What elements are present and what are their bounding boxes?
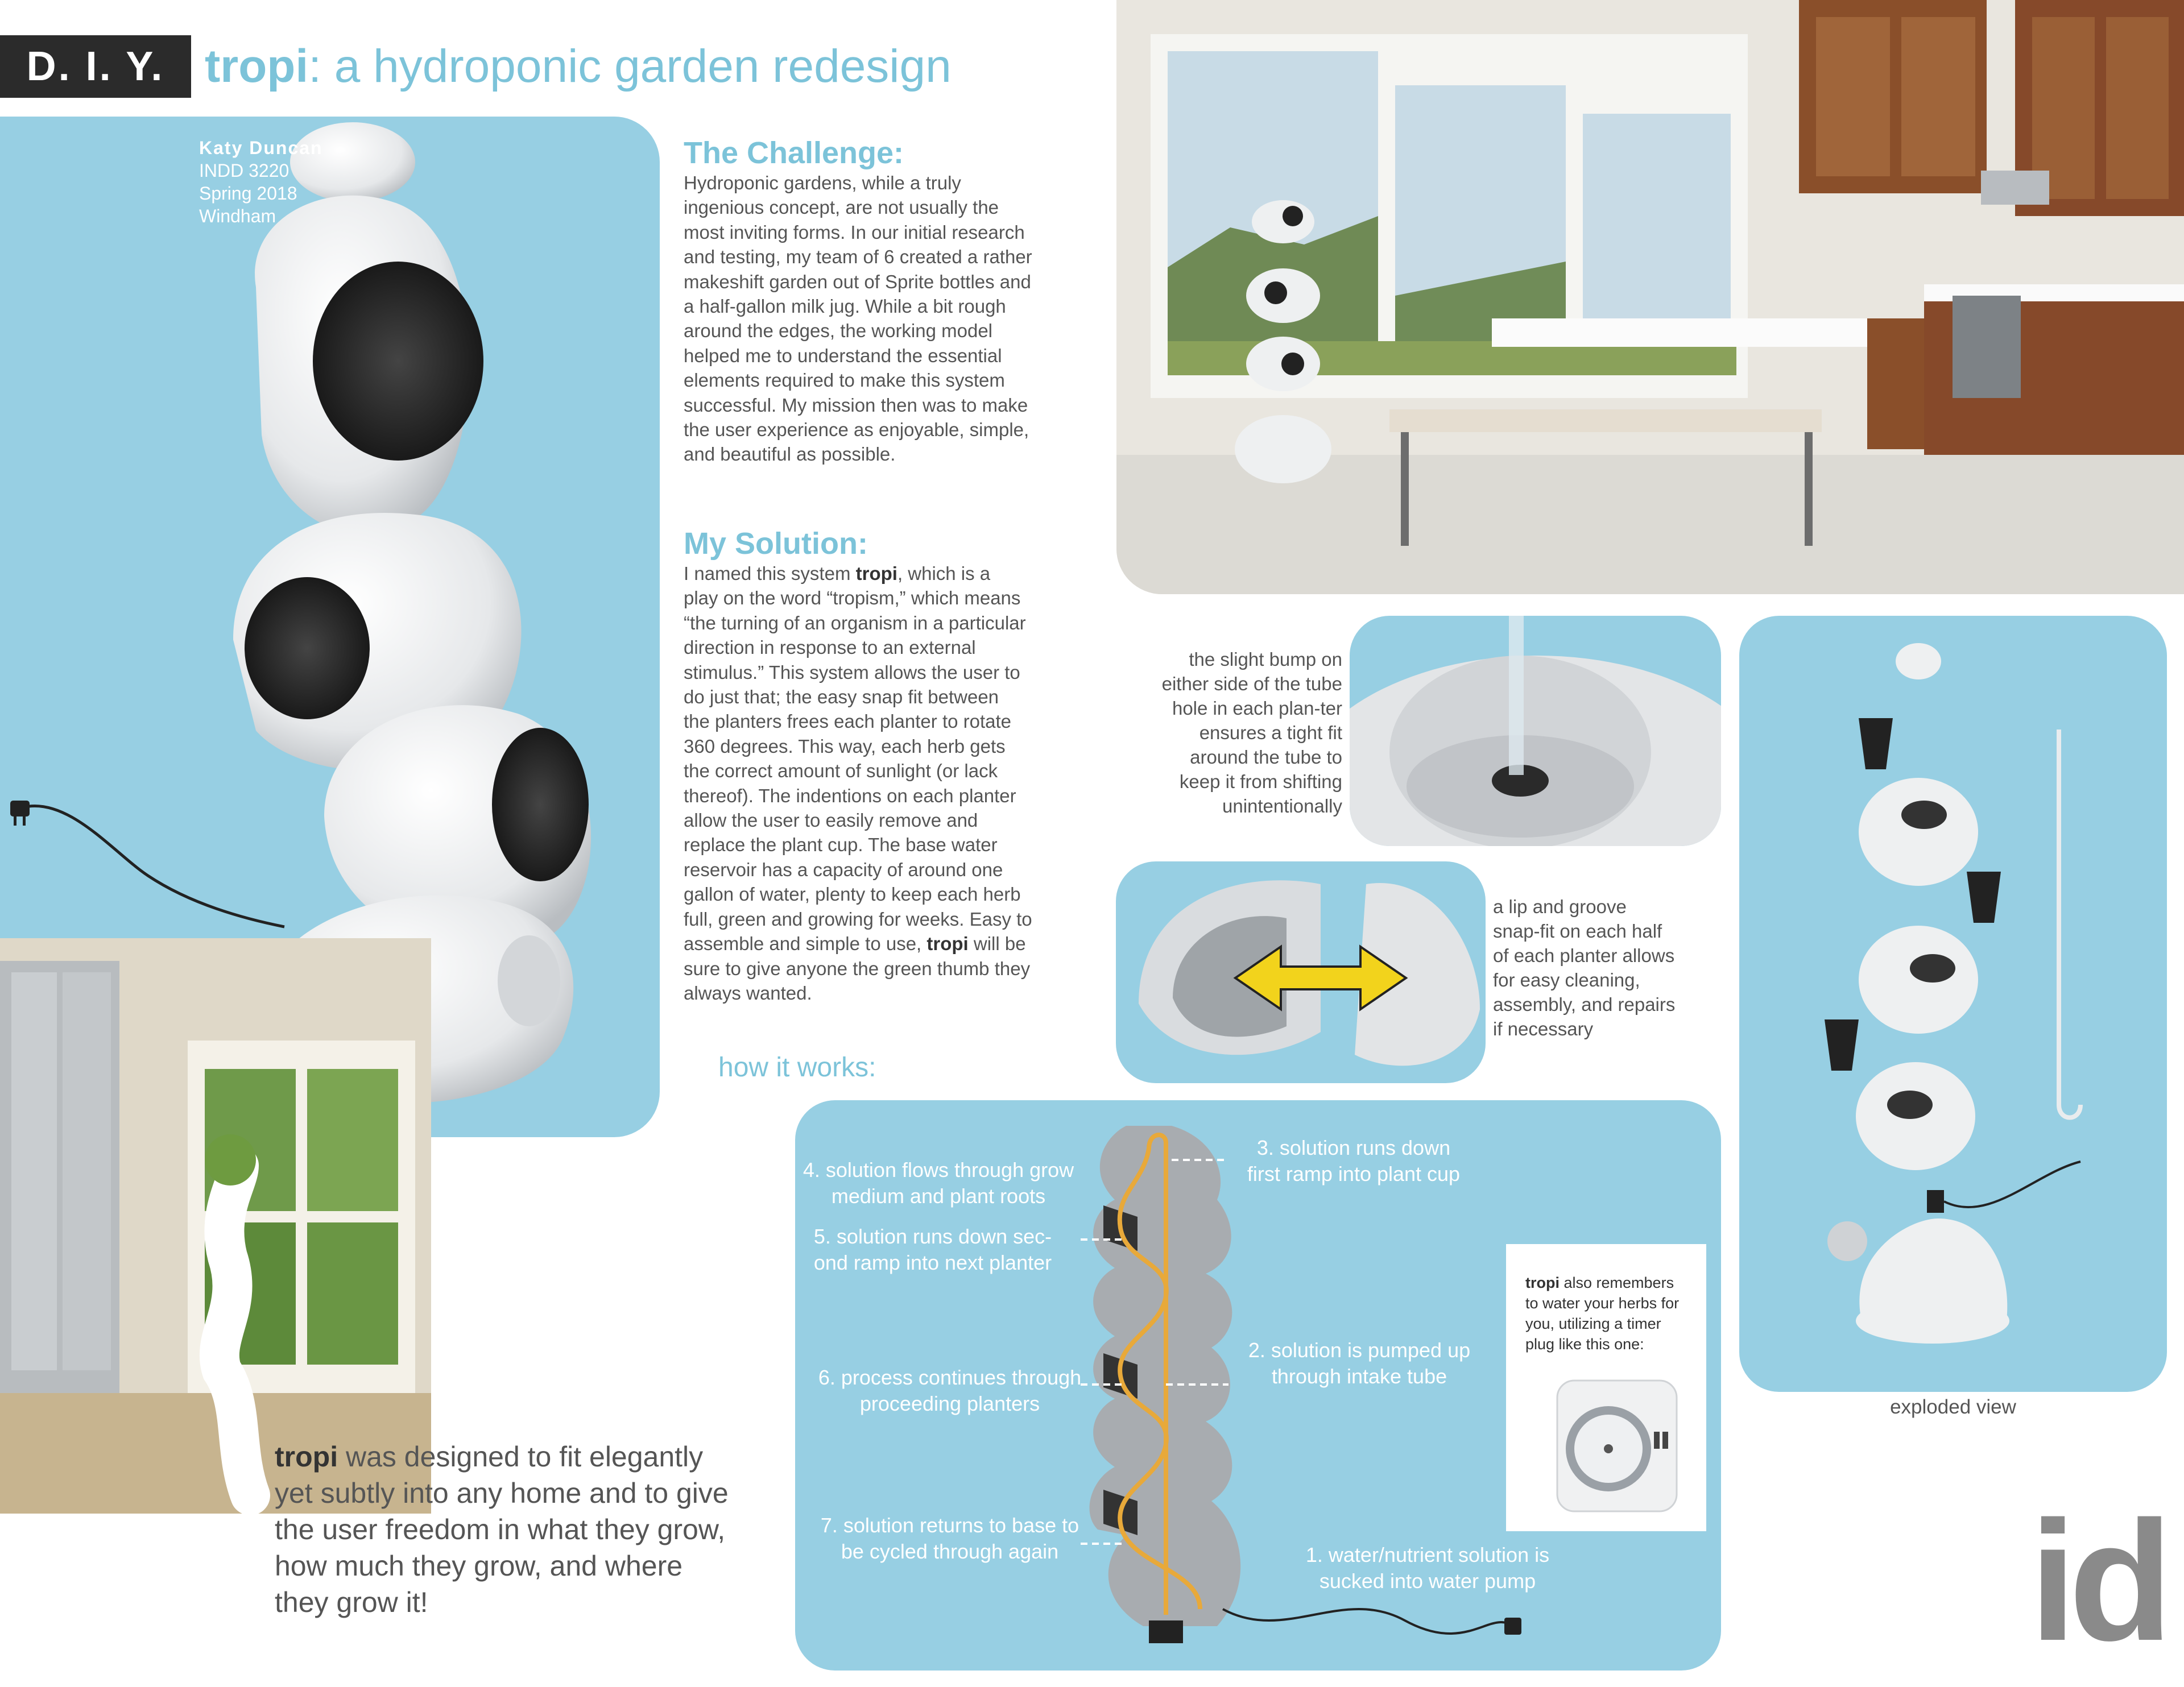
solution-line: the correct amount of sunlight (or lack (684, 760, 998, 782)
tagline-line-3: the user freedom in what they grow, (275, 1514, 726, 1545)
step-7 (802, 1512, 1098, 1565)
solution-line: stimulus.” This system allows the user to (684, 661, 1020, 683)
bump-detail-image (1350, 616, 1721, 846)
solution-line: play on the word “tropism,” which means (684, 587, 1021, 609)
solution-product: tropi (855, 563, 897, 584)
solution-text: assemble and simple to use, (684, 933, 927, 955)
exploded-view-caption: exploded view (1890, 1396, 2016, 1418)
timer-note-line: to water your herbs for (1525, 1295, 1680, 1312)
step-4 (791, 1157, 1086, 1209)
tagline-line-4: how much they grow, and where (275, 1550, 683, 1582)
tagline-line-5: they grow it! (275, 1586, 428, 1618)
header-badge-text: D. I. Y. (26, 44, 165, 89)
step-leader-lines (1081, 1154, 1251, 1552)
solution-text: , which is a (897, 563, 991, 584)
solution-heading: My Solution: (684, 527, 868, 561)
solution-product: tropi (926, 933, 969, 955)
challenge-line: Hydroponic gardens, while a truly (684, 172, 961, 193)
bump-line: keep it from shifting (1179, 771, 1342, 792)
kitchen-photo (1116, 0, 2184, 594)
timer-plug-card (1506, 1244, 1706, 1531)
step-6-line: proceeding planters (859, 1392, 1040, 1415)
challenge-line: ingenious concept, are not usually the (684, 197, 999, 218)
step-2-line: through intake tube (1271, 1365, 1447, 1388)
solution-line: always wanted. (684, 982, 812, 1004)
location: Windham (199, 206, 276, 226)
step-5-line: ond ramp into next planter (813, 1251, 1052, 1274)
title-subtitle: : a hydroponic garden redesign (308, 40, 952, 92)
step-3 (1228, 1135, 1479, 1187)
challenge-line: makeshift garden out of Sprite bottles and (684, 271, 1031, 292)
how-it-works-heading: how it works: (718, 1052, 876, 1083)
timer-note-line: also remembers (1560, 1274, 1674, 1291)
step-2 (1228, 1337, 1490, 1390)
snap-line: a lip and groove (1493, 896, 1627, 917)
solution-line: direction in response to an external (684, 637, 976, 658)
challenge-heading: The Challenge: (684, 136, 904, 170)
step-5 (796, 1224, 1069, 1276)
step-7-line: be cycled through again (841, 1540, 1059, 1563)
tagline-line-2: yet subtly into any home and to give (275, 1477, 729, 1509)
step-3-line: first ramp into plant cup (1247, 1162, 1461, 1186)
snap-line: snap-fit on each half (1493, 921, 1662, 942)
author-credits (199, 136, 323, 227)
bump-annotation (1115, 647, 1342, 818)
bump-line: around the tube to (1190, 747, 1342, 768)
timer-plug-image (1552, 1375, 1682, 1517)
timer-note-product: tropi (1525, 1274, 1560, 1291)
header-badge (0, 35, 191, 98)
solution-line: “the turning of an organism in a particular (684, 612, 1026, 633)
challenge-section (684, 135, 1093, 467)
snap-fit-detail-image (1116, 861, 1486, 1083)
step-6-line: 6. process continues through (818, 1366, 1082, 1389)
snap-line: if necessary (1493, 1018, 1594, 1039)
solution-body (684, 561, 1093, 1005)
snap-line: of each planter allows (1493, 945, 1675, 966)
snap-line: assembly, and repairs (1493, 994, 1676, 1015)
step-6 (802, 1365, 1098, 1417)
solution-text: I named this system (684, 563, 856, 584)
challenge-line: elements required to make this system (684, 370, 1005, 391)
solution-line: gallon of water, plenty to keep each herb (684, 884, 1021, 905)
timer-note (1525, 1272, 1696, 1354)
solution-line: full, green and growing for weeks. Easy to (684, 908, 1032, 930)
step-3-line: 3. solution runs down (1256, 1136, 1451, 1159)
solution-line: do just that; the easy snap fit between (684, 686, 999, 708)
id-logo-text: id (2029, 1485, 2165, 1676)
challenge-line: the user experience as enjoyable, simple, (684, 419, 1029, 441)
timer-note-line: you, utilizing a timer (1525, 1315, 1661, 1332)
step-1-line: sucked into water pump (1319, 1569, 1536, 1593)
step-7-line: 7. solution returns to base to (820, 1514, 1079, 1537)
id-logo (2029, 1485, 2165, 1676)
challenge-line: around the edges, the working model (684, 320, 993, 342)
bump-line: ensures a tight fit (1199, 722, 1342, 743)
bump-line: unintentionally (1222, 795, 1342, 816)
solution-line: reservoir has a capacity of around one (684, 859, 1003, 880)
solution-line: thereof). The indentions on each planter (684, 785, 1016, 806)
tagline (275, 1439, 787, 1620)
challenge-line: successful. My mission then was to make (684, 394, 1028, 416)
solution-line: sure to give anyone the green thumb they (684, 958, 1031, 979)
tagline-line-1: was designed to fit elegantly (338, 1441, 704, 1473)
step-1-line: 1. water/nutrient solution is (1305, 1543, 1550, 1566)
term: Spring 2018 (199, 183, 297, 204)
bump-line: hole in each plan-ter (1172, 698, 1342, 719)
solution-section (684, 526, 1093, 1005)
snap-line: for easy cleaning, (1493, 969, 1640, 990)
step-4-line: medium and plant roots (831, 1184, 1046, 1208)
tagline-product: tropi (275, 1441, 338, 1473)
step-4-line: 4. solution flows through grow (803, 1158, 1074, 1182)
bump-line: either side of the tube (1161, 673, 1342, 694)
room-photo-window (0, 938, 431, 1514)
challenge-line: and beautiful as possible. (684, 443, 896, 465)
author-name: Katy Duncan (199, 138, 323, 158)
challenge-line: helped me to understand the essential (684, 345, 1002, 366)
challenge-line: a half-gallon milk jug. While a bit rough (684, 296, 1006, 317)
solution-line: the planters frees each planter to rotate (684, 711, 1012, 732)
pump-cord-graphic (1217, 1586, 1536, 1660)
solution-line (684, 931, 1093, 956)
challenge-body (684, 171, 1093, 467)
step-5-line: 5. solution runs down sec- (813, 1225, 1052, 1248)
course-code: INDD 3220 (199, 160, 289, 181)
step-2-line: 2. solution is pumped up (1248, 1338, 1471, 1362)
solution-line: 360 degrees. This way, each herb gets (684, 735, 1006, 757)
solution-line: allow the user to easily remove and (684, 810, 978, 831)
solution-line: replace the plant cup. The base water (684, 834, 998, 856)
snap-fit-annotation (1493, 894, 1732, 1041)
challenge-line: most inviting forms. In our initial research (684, 221, 1025, 243)
solution-text: will be (968, 933, 1026, 955)
exploded-view-panel (1739, 616, 2167, 1392)
bump-line: the slight bump on (1189, 649, 1342, 670)
title-product-name: tropi (205, 40, 309, 92)
timer-note-line: plug like this one: (1525, 1336, 1644, 1353)
solution-line (684, 561, 1093, 586)
challenge-line: and testing, my team of 6 created a rather (684, 246, 1032, 268)
page-title (205, 40, 952, 93)
